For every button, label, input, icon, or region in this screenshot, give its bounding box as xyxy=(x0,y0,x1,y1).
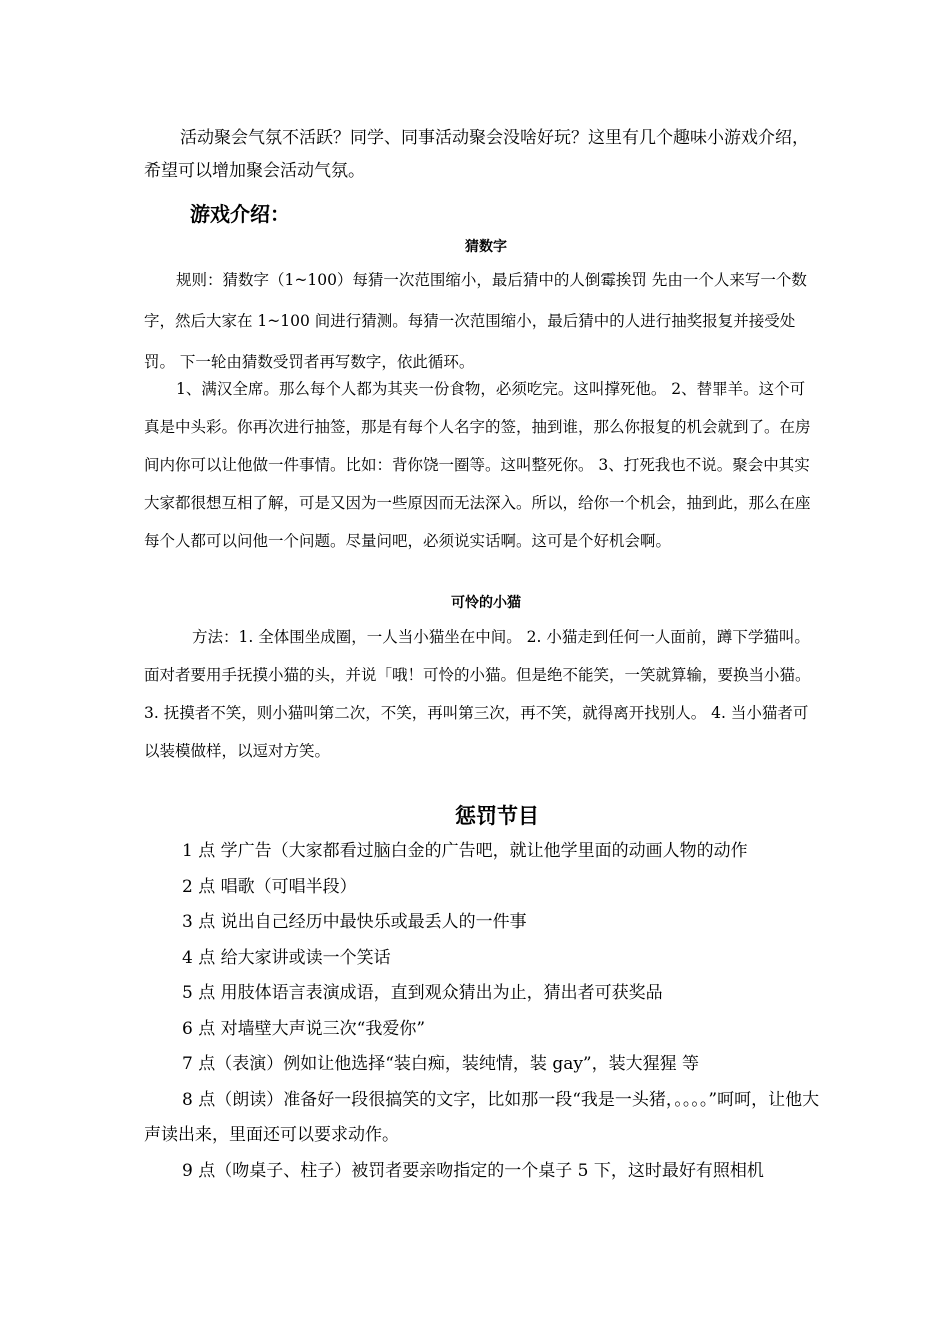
penalty-item: 9 点（吻桌子、柱子）被罚者要亲吻指定的一个桌子 5 下，这时最好有照相机 xyxy=(182,1160,764,1181)
penalty-item: 3 点 说出自己经历中最快乐或最丢人的一件事 xyxy=(182,912,527,932)
game-items-guess-number: 1、满汉全席。那么每个人都为其夹一份食物，必须吃完。这叫撑死他。 2、替罪羊。这个可真是中头彩。你再次进行抽签，那是有每个人名字的签，抽到谁，那么你报复的机会就到了。在房间内你可以让他做一件事情。比如：背你饶一圈等。这叫整死你。 3、打死我也不说。聚会中其实大家都很想互相了解，可是又因为一些原因而无法深入。所以，给你一个机会，抽到此，那么在座每个人都可以问他一个问题。尽量问吧，必须说实话啊。这可是个好机会啊。 xyxy=(144,380,811,550)
intro-paragraph: 活动聚会气氛不活跃？同学、同事活动聚会没啥好玩？这里有几个趣味小游戏介绍，希望可以增加聚会活动气氛。 xyxy=(144,128,809,181)
penalty-title: 惩罚节目 xyxy=(455,803,539,828)
penalty-item: 2 点 唱歌（可唱半段） xyxy=(182,876,357,897)
penalty-item: 7 点（表演）例如让他选择“装白痴，装纯情，装 gay”，装大猩猩 等 xyxy=(182,1054,700,1074)
penalty-item: 5 点 用肢体语言表演成语，直到观众猜出为止，猜出者可获奖品 xyxy=(182,983,663,1003)
penalty-list xyxy=(144,834,820,1189)
game-title-poor-kitten: 可怜的小猫 xyxy=(451,595,521,611)
section-title: 游戏介绍： xyxy=(190,202,290,226)
penalty-item: 8 点（朗读）准备好一段很搞笑的文字，比如那一段“我是一头猪，。。。。”呵呵，让他大声读出来，里面还可以要求动作。 xyxy=(144,1089,820,1145)
game-title-guess-number: 猜数字 xyxy=(465,239,507,255)
game-method-poor-kitten: 方法：1. 全体围坐成圈，一人当小猫坐在中间。 2. 小猫走到任何一人面前，蹲下学猫叫。面对者要用手抚摸小猫的头，并说「哦！可怜的小猫。但是绝不能笑，一笑就算输，要换当小猫。3. 抚摸者不笑，则小猫叫第二次，不笑，再叫第三次，再不笑，就得离开找别人。 4. 当小猫者可以装模做样，以逗对方笑。 xyxy=(144,628,811,760)
penalty-item: 1 点 学广告（大家都看过脑白金的广告吧，就让他学里面的动画人物的动作 xyxy=(182,841,748,861)
penalty-item: 4 点 给大家讲或读一个笑话 xyxy=(182,947,391,968)
penalty-item: 6 点 对墙壁大声说三次“我爱你” xyxy=(182,1018,426,1039)
game-rules-guess-number: 规则：猜数字（1~100）每猜一次范围缩小，最后猜中的人倒霉挨罚 先由一个人来写一个数字，然后大家在 1~100 间进行猜测。每猜一次范围缩小，最后猜中的人进行抽奖报复并接受处罚。 下一轮由猜数受罚者再写数字，依此循环。 xyxy=(144,271,807,371)
